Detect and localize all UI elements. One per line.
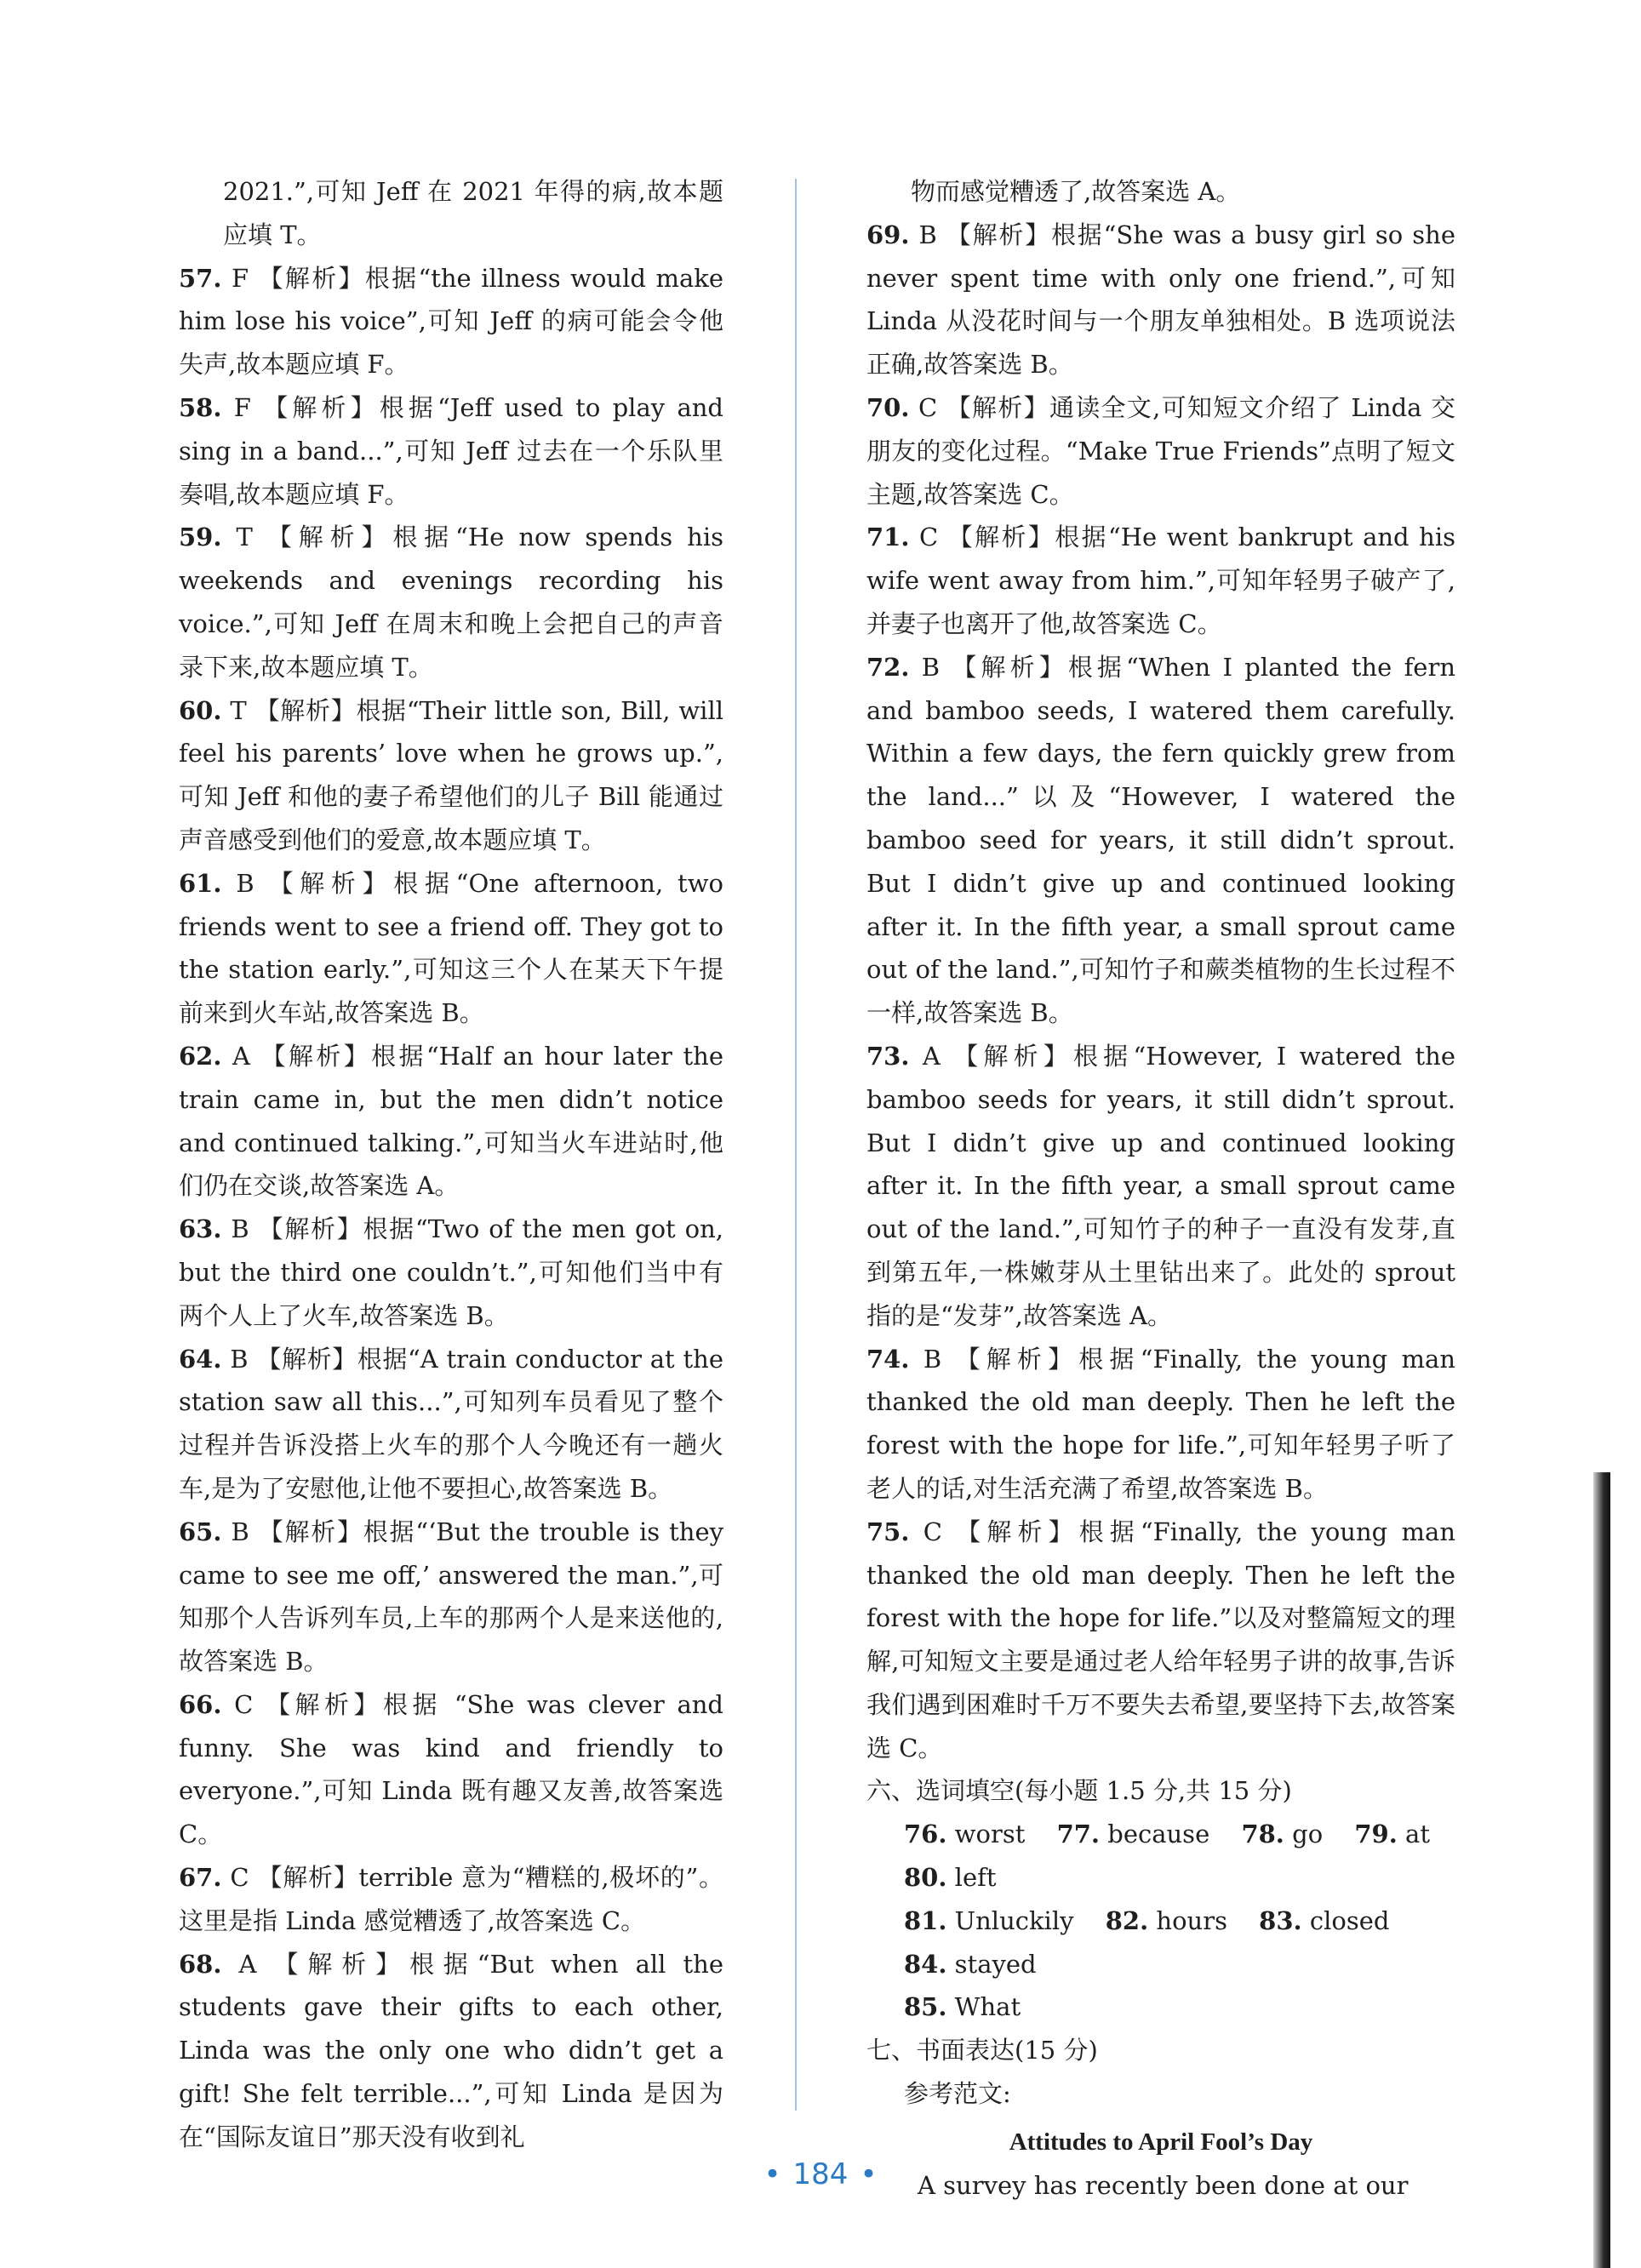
answer-entry-60: 60. T 【解析】根据“Their little son, Bill, will feel his parents’ love when he grows up.”,可知 Jeff 和他的妻子希望他们的儿子 Bill 能通过声音感受到他们的爱意,故本题应填 T。: [179, 695, 723, 854]
answer-entry-61: 61. B 【解析】根据“One afternoon, two friends went to see a friend off. They got to the station early.”,可知这三个人在某天下午提前来到火车站,故答案选 B。: [179, 868, 723, 1028]
answer-entry-continued: 物而感觉糟透了,故答案选 A。: [911, 177, 1241, 206]
column-divider: [795, 179, 797, 2111]
essay-title: Attitudes to April Fool’s Day: [1009, 2128, 1313, 2156]
answer-entry-64: 64. B 【解析】根据“A train conductor at the station saw all this...”,可知列车员看见了整个过程并告诉没搭上火车的那个人今晚还有一趟火车,是为了安慰他,让他不要担心,故答案选 B。: [179, 1344, 723, 1503]
fill-answer: 80. left: [904, 1863, 997, 1893]
answer-entry-66: 66. C 【解析】根据 “She was clever and funny. She was kind and friendly to everyone.”,可知 Linda 既有趣又友善,故答案选 C。: [179, 1689, 723, 1849]
answer-entry-58: 58. F 【解析】根据“Jeff used to play and sing in a band...”,可知 Jeff 过去在一个乐队里奏唱,故本题应填 F。: [179, 392, 723, 509]
fill-answer: 83. closed: [1259, 1905, 1390, 1935]
fill-answer: 78. go: [1241, 1820, 1324, 1849]
section-7-heading: 七、书面表达(15 分): [866, 2036, 1098, 2065]
answer-entry-63: 63. B 【解析】根据“Two of the men got on, but the third one couldn’t.”,可知他们当中有两个人上了火车,故答案选 B。: [179, 1214, 723, 1330]
answer-entry-73: 73. A 【解析】根据“However, I watered the bamboo seeds for years, it still didn’t sprout. But I didn’t give up and continued looking after it. In the fifth year, a small sprout came out of the land.”,可知竹子的种子一直没有发芽,直到第五年,一株嫩芽从土里钻出来了。此处的 sprout 指的是“发芽”,故答案选 A。: [866, 1041, 1455, 1330]
reference-essay-label: 参考范文:: [904, 2079, 1011, 2109]
page-dot-left: •: [763, 2157, 781, 2191]
answer-entry-72: 72. B 【解析】根据“When I planted the fern and bamboo seeds, I watered them carefully. Within a few days, the fern quickly grew from the land...”以及“However, I watered the bamboo seed for years, it still didn’t sprout. But I didn’t give up and continued looking after it. In the fifth year, a small sprout came out of the land.”,可知竹子和蕨类植物的生长过程不一样,故答案选 B。: [866, 652, 1456, 1028]
fill-answer: 84. stayed: [904, 1949, 1037, 1979]
answer-entry-67: 67. C 【解析】terrible 意为“糟糕的,极坏的”。这里是指 Linda 感觉糟透了,故答案选 C。: [179, 1863, 723, 1935]
answer-entry-75: 75. C 【解析】根据“Finally, the young man thanked the old man deeply. Then he left the forest with the hope for life.”以及对整篇短文的理解,可知短文主要是通过老人给年轻男子讲的故事,告诉我们遇到困难时千万不要失去希望,要坚持下去,故答案选 C。: [866, 1517, 1456, 1762]
answer-entry-continued: 2021.”,可知 Jeff 在 2021 年得的病,故本题应填 T。: [223, 177, 723, 249]
answer-entry-69: 69. B 【解析】根据“She was a busy girl so she never spent time with only one friend.”,可知 Linda 从没花时间与一个朋友单独相处。B 选项说法正确,故答案选 B。: [866, 220, 1456, 380]
essay-body: A survey has recently been done at our: [918, 2170, 1409, 2200]
answer-entry-65: 65. B 【解析】根据“‘But the trouble is they came to see me off,’ answered the man.”,可知那个人告诉列车员,上车的那两个人是来送他的,故答案选 B。: [179, 1517, 724, 1677]
answer-entry-68: 68. A 【解析】根据“But when all the students gave their gifts to each other, Linda was the only one who didn’t get a gift! She felt terrible...”,可知 Linda 是因为在“国际友谊日”那天没有收到礼: [179, 1949, 723, 2151]
left-column: [179, 170, 723, 2159]
fill-answers-row-3: [904, 1985, 1455, 2029]
fill-answer: 82. hours: [1105, 1905, 1227, 1935]
fill-answer: 85. What: [904, 1992, 1021, 2022]
section-6-heading: 六、选词填空(每小题 1.5 分,共 15 分): [866, 1776, 1292, 1806]
fill-answer: 79. at: [1354, 1820, 1430, 1849]
fill-answer: 81. Unluckily: [904, 1905, 1074, 1935]
answer-entry-70: 70. C 【解析】通读全文,可知短文介绍了 Linda 交朋友的变化过程。“Make True Friends”点明了短文主题,故答案选 C。: [866, 392, 1455, 509]
fill-answer: 77. because: [1056, 1820, 1210, 1849]
right-column: [866, 170, 1455, 2207]
answer-entry-71: 71. C 【解析】根据“He went bankrupt and his wife went away from him.”,可知年轻男子破产了,并妻子也离开了他,故答案选 C。: [866, 523, 1455, 638]
page-number: • 184 •: [763, 2157, 878, 2191]
answer-entry-57: 57. F 【解析】根据“the illness would make him lose his voice”,可知 Jeff 的病可能会令他失声,故本题应填 F。: [179, 263, 723, 380]
answer-entry-74: 74. B 【解析】根据“Finally, the young man thanked the old man deeply. Then he left the forest with the hope for life.”,可知年轻男子听了老人的话,对生活充满了希望,故答案选 B。: [866, 1344, 1455, 1503]
answer-entry-59: 59. T 【解析】根据“He now spends his weekends and evenings recording his voice.”,可知 Jeff 在周末和晚上会把自己的声音录下来,故本题应填 T。: [179, 523, 724, 682]
answer-entry-62: 62. A 【解析】根据“Half an hour later the train came in, but the men didn’t notice and continued talking.”,可知当火车进站时,他们仍在交谈,故答案选 A。: [179, 1041, 723, 1201]
fill-answers-row-1: [904, 1813, 1455, 1900]
fill-answer: 76. worst: [904, 1820, 1026, 1849]
fill-answers-row-2: [904, 1900, 1455, 1986]
page-dot-right: •: [860, 2157, 878, 2191]
page-edge-shadow: [1593, 1472, 1610, 2268]
